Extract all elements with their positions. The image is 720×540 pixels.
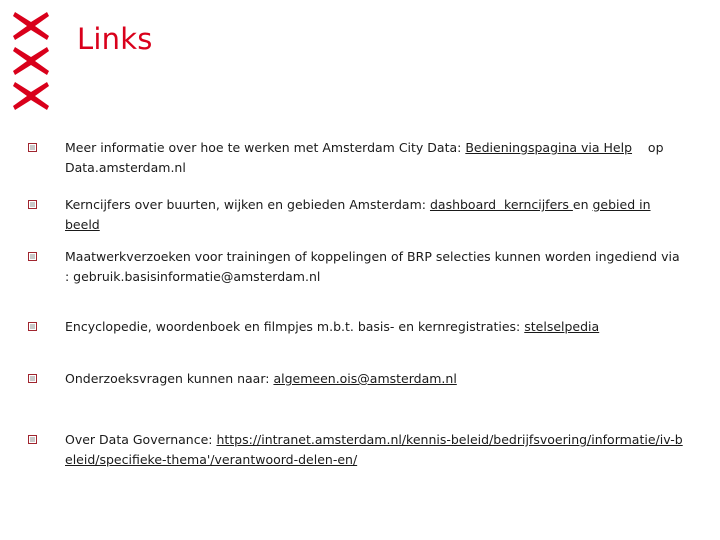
list-item-text xyxy=(65,317,685,337)
bullet-icon xyxy=(28,200,37,209)
help-page-link[interactable]: Bedieningspagina via Help xyxy=(465,140,633,155)
item-text: Over Data Governance: xyxy=(65,432,217,447)
item-text: Kerncijfers over buurten, wijken en gebieden Amsterdam: xyxy=(65,197,430,212)
x-mark-icon xyxy=(11,45,51,77)
bullet-icon xyxy=(28,435,37,444)
list-item-text xyxy=(65,369,685,389)
gebied-in-beeld-link[interactable]: gebied in beeld xyxy=(65,197,651,232)
bullet-icon xyxy=(28,374,37,383)
item-text: Meer informatie over hoe te werken met Amsterdam City Data: xyxy=(65,140,466,155)
list-item-text xyxy=(65,430,685,470)
item-text: Encyclopedie, woordenboek en filmpjes m.b.t. basis- en kernregistraties: xyxy=(65,319,525,334)
page-title: Links xyxy=(77,22,153,56)
item-text: en xyxy=(572,197,593,212)
list-item-text: Maatwerkverzoeken voor trainingen of koppelingen of BRP selecties kunnen worden ingediend via : gebruik.basisinformatie@amsterdam.nl xyxy=(65,249,680,284)
andreas-crosses-logo xyxy=(11,10,51,115)
stelselpedia-link[interactable]: stelselpedia xyxy=(524,319,600,334)
list-item-text xyxy=(65,195,685,235)
list-item-text xyxy=(65,138,685,178)
bullet-icon xyxy=(28,143,37,152)
data-governance-link[interactable]: https://intranet.amsterdam.nl/kennis-beleid/bedrijfsvoering/informatie/iv-beleid/specifieke-thema'/verantwoord-delen-en/ xyxy=(65,432,683,467)
item-text: Onderzoeksvragen kunnen naar: xyxy=(65,371,274,386)
item-text: op Data.amsterdam.nl xyxy=(65,140,668,175)
x-mark-icon xyxy=(11,10,51,42)
bullet-icon xyxy=(28,322,37,331)
x-mark-icon xyxy=(11,80,51,112)
dashboard-kerncijfers-link[interactable]: dashboard kerncijfers xyxy=(429,197,573,212)
email-link[interactable]: algemeen.ois@amsterdam.nl xyxy=(273,371,457,386)
bullet-icon xyxy=(28,252,37,261)
